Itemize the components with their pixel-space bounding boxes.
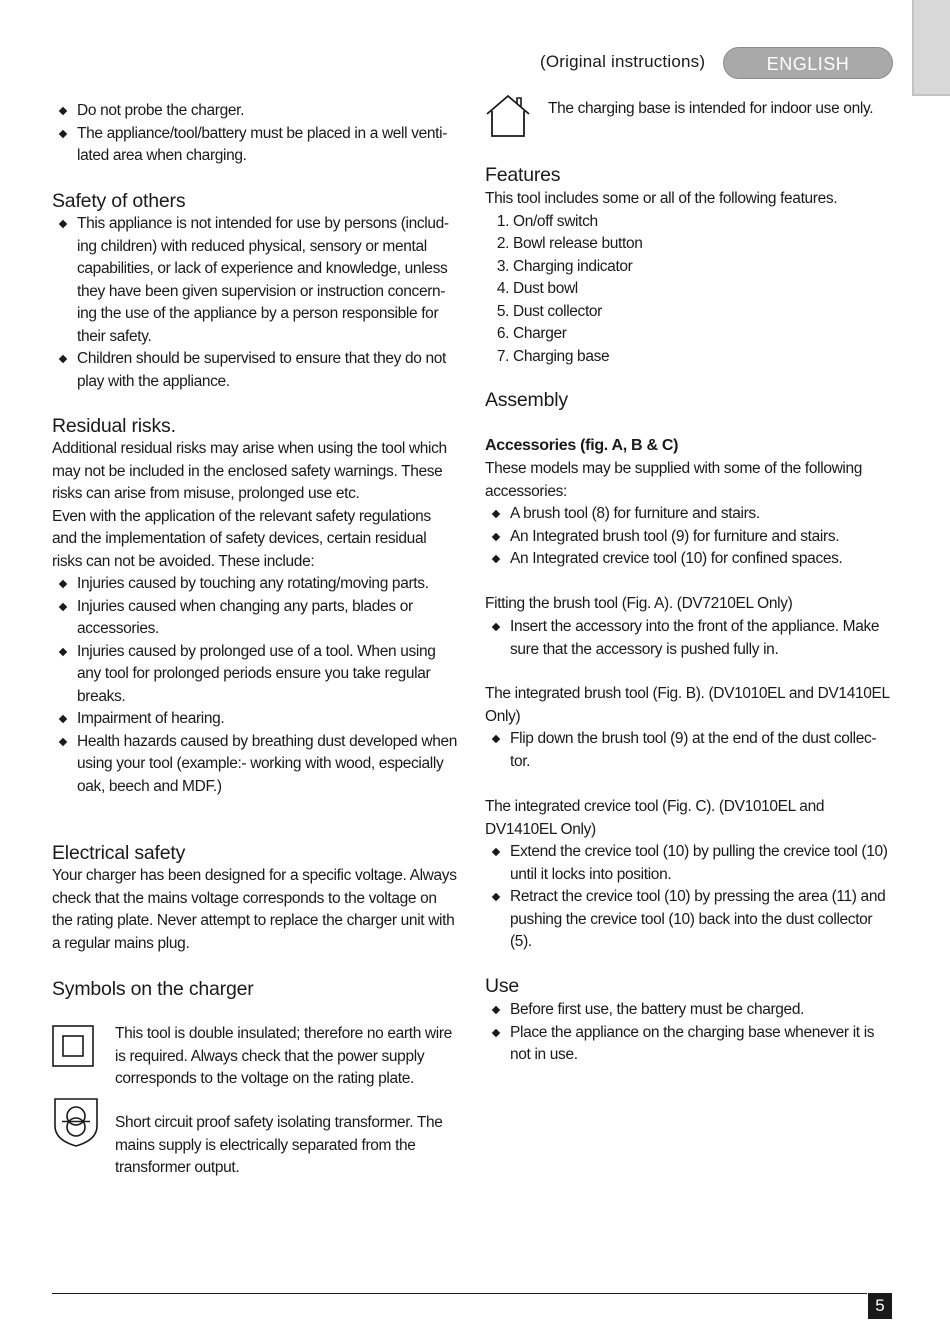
electrical-safety-heading: Electrical safety [52, 842, 186, 864]
list-item: Flip down the brush tool (9) at the end of the dust collec-tor. [485, 728, 893, 773]
assembly-heading: Assembly [485, 389, 568, 411]
page-number: 5 [868, 1293, 892, 1319]
integrated-crevice-heading: The integrated crevice tool (Fig. C). (DV1010EL and DV1410EL Only) [485, 798, 825, 838]
list-item: 4. Dust bowl [513, 278, 893, 301]
integrated-crevice-list [485, 841, 893, 954]
residual-risks-body [52, 438, 458, 798]
features-body [485, 188, 893, 368]
symbols-heading: Symbols on the charger [52, 978, 254, 1000]
list-item: 1. On/off switch [513, 211, 893, 234]
double-insulated-text: This tool is double insulated; therefore no earth wire is required. Always check that the power supply corresponds to the voltage on the rating plate. [115, 1025, 452, 1087]
list-item: Retract the crevice tool (10) by pressing the area (11) and pushing the crevice tool (10) back into the dust collector (5). [485, 886, 893, 954]
intro-bullet-list [52, 100, 458, 168]
safety-others-heading: Safety of others [52, 190, 186, 212]
isolating-transformer-icon [52, 1096, 100, 1148]
list-item: 5. Dust collector [513, 301, 893, 324]
list-item: Children should be supervised to ensure that they do not play with the appliance. [52, 348, 458, 393]
list-item: Extend the crevice tool (10) by pulling the crevice tool (10) until it locks into position. [485, 841, 893, 886]
list-item: Impairment of hearing. [52, 708, 458, 731]
use-list [485, 999, 893, 1067]
list-item: 6. Charger [513, 323, 893, 346]
residual-risks-list [52, 573, 458, 798]
transformer-row [52, 1112, 458, 1180]
list-item: Before first use, the battery must be charged. [485, 999, 893, 1022]
list-item: Do not probe the charger. [52, 100, 458, 123]
list-item: Injuries caused by prolonged use of a tool. When using any tool for prolonged periods ensure you take regular breaks. [52, 641, 458, 709]
residual-para-2: Even with the application of the relevant safety regulations and the implementation of safety devices, certain residual risks can not be avoided. These include: [52, 507, 431, 570]
electrical-safety-text: Your charger has been designed for a specific voltage. Always check that the mains voltage corresponds to the voltage on the rating plate. Never attempt to replace the charger unit with a regular mains plug. [52, 867, 457, 952]
list-item: Injuries caused when changing any parts, blades or accessories. [52, 596, 458, 641]
integrated-brush-heading: The integrated brush tool (Fig. B). (DV1010EL and DV1410EL Only) [485, 685, 890, 725]
indoor-use-text: The charging base is intended for indoor use only. [548, 100, 874, 117]
list-item: This appliance is not intended for use by persons (includ-ing children) with reduced physical, sensory or mental capabilities, or lack of experience and knowledge, unless they have been given supervision or instruction concern-ing the use of the appliance by a person responsible for their safety. [52, 213, 458, 348]
accessories-intro: These models may be supplied with some of the following accessories: [485, 460, 863, 500]
language-badge: ENGLISH [723, 47, 893, 79]
footer-rule [52, 1293, 867, 1294]
list-item: Health hazards caused by breathing dust developed when using your tool (example:- working with wood, especially oak, beech and MDF.) [52, 731, 458, 799]
features-list [485, 211, 893, 369]
side-tab [912, 0, 950, 96]
fitting-brush-heading: Fitting the brush tool (Fig. A). (DV7210EL Only) [485, 595, 793, 612]
transformer-text: Short circuit proof safety isolating transformer. The mains supply is electrically separated from the transformer output. [115, 1114, 443, 1176]
list-item: Injuries caused by touching any rotating/moving parts. [52, 573, 458, 596]
residual-para-1: Additional residual risks may arise when using the tool which may not be included in the enclosed safety warnings. These risks can arise from misuse, prolonged use etc. [52, 440, 447, 502]
list-item: The appliance/tool/battery must be placed in a well venti-lated area when charging. [52, 123, 458, 168]
accessories-body [485, 458, 893, 571]
double-insulation-icon [52, 1025, 94, 1067]
features-heading: Features [485, 164, 561, 186]
use-heading: Use [485, 975, 520, 997]
list-item: Place the appliance on the charging base whenever it is not in use. [485, 1022, 893, 1067]
residual-risks-heading: Residual risks. [52, 415, 176, 437]
integrated-brush-list [485, 728, 893, 773]
accessories-heading: Accessories (fig. A, B & C) [485, 437, 679, 454]
original-instructions-label: (Original instructions) [540, 52, 706, 71]
list-item: 2. Bowl release button [513, 233, 893, 256]
fitting-brush-list [485, 616, 893, 661]
list-item: An Integrated crevice tool (10) for confined spaces. [485, 548, 893, 571]
indoor-house-icon [485, 94, 531, 138]
safety-others-list [52, 213, 458, 393]
list-item: Insert the accessory into the front of the appliance. Make sure that the accessory is pushed fully in. [485, 616, 893, 661]
list-item: A brush tool (8) for furniture and stairs. [485, 503, 893, 526]
list-item: 7. Charging base [513, 346, 893, 369]
list-item: 3. Charging indicator [513, 256, 893, 279]
features-intro: This tool includes some or all of the following features. [485, 190, 838, 207]
accessories-list [485, 503, 893, 571]
double-insulated-row [52, 1023, 458, 1091]
list-item: An Integrated brush tool (9) for furniture and stairs. [485, 526, 893, 549]
